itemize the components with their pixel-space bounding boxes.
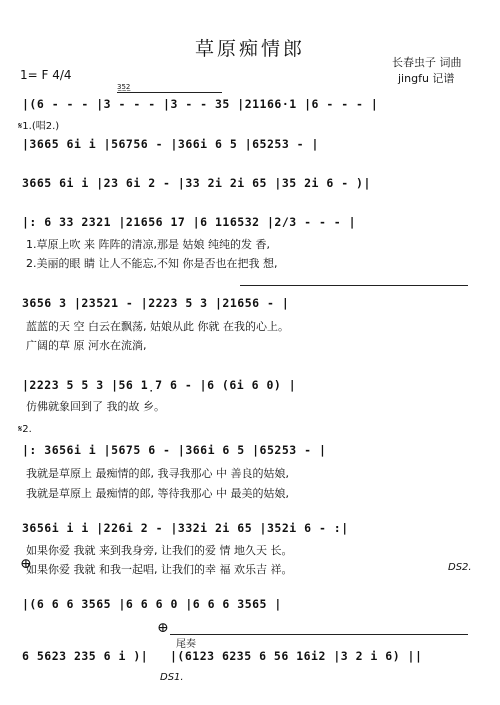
- ds1-mark: DS1.: [160, 672, 184, 683]
- score-line-6: |2223 5 5 3 |56 1̣7 6 - |6 (6i 6 0) |: [22, 378, 297, 392]
- coda-notes: |(6123 6235 6 56 16i2 |3 2 i 6) ||: [170, 649, 423, 663]
- lyric-verse1-line1: 1.草原上吹 来 阵阵的清凉,那是 姑娘 纯纯的发 香,: [26, 238, 270, 251]
- score-line-9: |(6 6 6 3565 |6 6 6 0 |6 6 6 3565 |: [22, 597, 282, 611]
- lyric-verse2-ending: 如果你爱 我就 和我一起唱, 让我们的幸 福 欢乐吉 祥。: [26, 563, 293, 576]
- score-line-2: |3665 6i i |56756 - |366i 6 5 |65253 - |: [22, 137, 319, 151]
- lyric-verse1-line2: 蓝蓝的天 空 白云在飘荡, 姑娘从此 你就 在我的心上。: [26, 320, 289, 333]
- coda-label: 尾奏: [176, 639, 196, 650]
- coda-sign-1: ⊕: [20, 556, 32, 572]
- score-line-3: 3665 6i i |23 6i 2 - |33 2i 2i 65 |35 2i 6 - )|: [22, 176, 371, 190]
- composer-credit: 长春虫子 词曲: [392, 56, 462, 69]
- grace-notes: 3̲5̲2̲: [117, 83, 131, 91]
- lyric-verse2-line2: 广阔的草 原 河水在流淌,: [26, 339, 147, 352]
- coda-sign-2: ⊕: [157, 620, 169, 636]
- volta-bracket: [240, 285, 468, 286]
- page-title: 草原痴情郎: [194, 38, 305, 60]
- lyric-verse2-chorus: 我就是草原上 最痴情的郎, 等待我那心 中 最美的姑娘,: [26, 487, 289, 500]
- lyric-verse1-chorus: 我就是草原上 最痴情的郎, 我寻我那心 中 善良的姑娘,: [26, 467, 289, 480]
- score-line-5: 3656 3 |23521 - |2223 5 3 |21656 - |: [22, 296, 290, 310]
- lyric-line3: 仿佛就象回到了 我的故 乡。: [26, 400, 165, 413]
- lyric-verse2-line1: 2.美丽的眼 睛 让人不能忘,不知 你是否也在把我 想,: [26, 257, 278, 270]
- coda-bracket: [170, 634, 468, 635]
- key-signature: 1= F 4/4: [20, 68, 72, 82]
- score-line-10: 6 5623 235 6 i )|: [22, 649, 149, 663]
- ds2-mark: DS2.: [448, 562, 472, 573]
- lyric-verse1-ending: 如果你爱 我就 来到我身旁, 让我们的爱 情 地久天 长。: [26, 544, 293, 557]
- score-line-4: |: 6 33 2321 |21656 17 |6 116532 |2/3 - - - |: [22, 215, 357, 229]
- score-line-7: |: 3656i i |5675 6 - |366i 6 5 |65253 - |: [22, 443, 327, 457]
- intro-slur: [117, 92, 222, 93]
- score-line-1: |(6 - - - |3 - - - |3 - - 35 |21166·1 |6 - - - |: [22, 97, 379, 111]
- segno-mark-2: 𝄋2.: [18, 424, 32, 435]
- segno-mark-1: 𝄋1.(唱2.): [18, 121, 60, 132]
- score-line-8: 3656i i i |226i 2 - |332i 2i 65 |352i 6 - :|: [22, 521, 349, 535]
- arranger-credit: jingfu 记谱: [398, 72, 455, 85]
